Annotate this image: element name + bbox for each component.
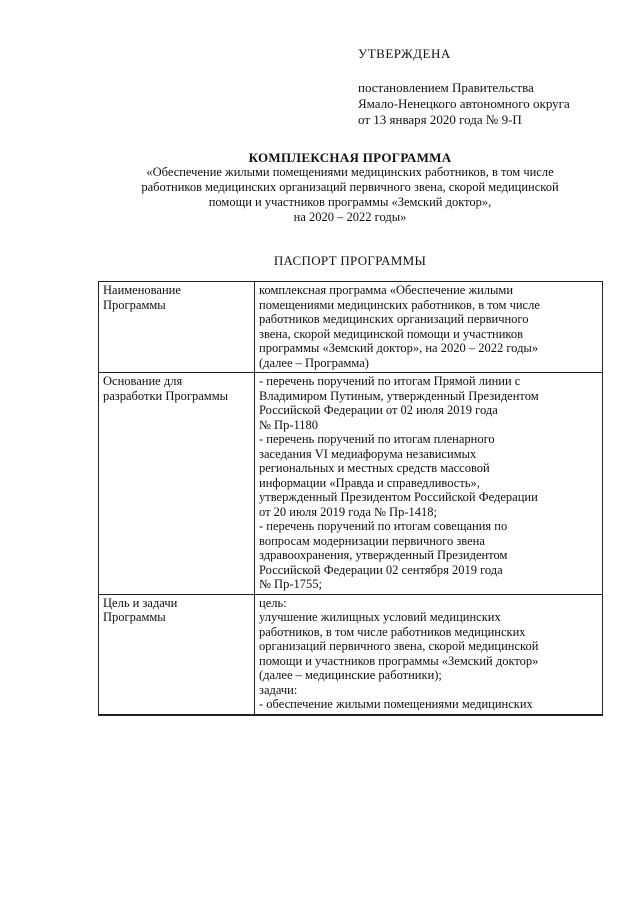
row-value-line: комплексная программа «Обеспечение жилыми: [259, 283, 514, 297]
row-name-line: Наименование: [103, 283, 181, 297]
program-title: КОМПЛЕКСНАЯ ПРОГРАММА: [248, 150, 452, 165]
row-value-cell: [255, 282, 603, 373]
row-name-line: Основание для: [103, 374, 183, 388]
program-subtitle-line: помощи и участников программы «Земский доктор»,: [208, 195, 492, 209]
row-value-line: № Пр-1755;: [259, 577, 322, 591]
table-row: [99, 594, 603, 715]
row-name-line: Цель и задачи: [103, 595, 178, 610]
row-value-line: помещениями медицинских работников, в том числе: [259, 297, 540, 312]
row-name-line: разработки Программы: [103, 388, 228, 403]
row-value-line: (далее – медицинские работники);: [259, 668, 442, 682]
row-value-line: - перечень поручений по итогам Прямой линии с: [259, 374, 521, 388]
passport-heading: ПАСПОРТ ПРОГРАММЫ: [273, 253, 427, 268]
row-name-cell: [99, 373, 255, 595]
row-value-line: от 20 июля 2019 года № Пр-1418;: [259, 504, 437, 519]
row-value-line: звена, скорой медицинской помощи и участников: [259, 326, 523, 341]
table-row: [99, 282, 603, 373]
row-value-line: задачи:: [259, 682, 298, 697]
approval-line: Ямало-Ненецкого автономного округа: [358, 96, 570, 111]
row-value-line: помощи и участников программы «Земский доктор»: [259, 653, 539, 668]
row-value-cell: [255, 373, 603, 595]
table-row: [99, 373, 603, 595]
approval-stamp: [358, 46, 570, 128]
row-value-line: - обеспечение жилыми помещениями медицинских: [259, 697, 533, 711]
row-value-line: вопросам модернизации первичного звена: [259, 533, 485, 548]
row-value-line: Российской Федерации от 02 июля 2019 года: [259, 403, 498, 417]
row-value-line: № Пр-1180: [259, 417, 319, 432]
row-value-line: информации «Правда и справедливость»,: [259, 475, 480, 490]
row-value-line: работников, в том числе работников медицинских: [259, 624, 526, 639]
row-value-line: здравоохранения, утвержденный Президентом: [259, 548, 508, 562]
program-title-block: [90, 150, 610, 225]
approval-label: УТВЕРЖДЕНА: [358, 46, 451, 61]
row-value-line: Российской Федерации 02 сентября 2019 года: [259, 562, 503, 577]
row-name-cell: [99, 282, 255, 373]
row-value-line: Владимиром Путиным, утвержденный Президентом: [259, 388, 539, 403]
row-value-line: утвержденный Президентом Российской Федерации: [259, 490, 538, 504]
row-name-line: Программы: [103, 297, 166, 312]
row-value-line: улучшение жилищных условий медицинских: [259, 610, 501, 624]
row-value-line: заседания VI медиафорума независимых: [259, 446, 477, 461]
row-value-line: организаций первичного звена, скорой медицинской: [259, 639, 539, 653]
program-subtitle-line: «Обеспечение жилыми помещениями медицинских работников, в том числе: [146, 165, 554, 179]
row-name-line: Программы: [103, 610, 166, 624]
program-subtitle-line: работников медицинских организаций первичного звена, скорой медицинской: [141, 180, 559, 194]
approval-line: постановлением Правительства: [358, 80, 534, 95]
row-name-cell: [99, 594, 255, 715]
passport-table: [98, 281, 603, 716]
row-value-line: программы «Земский доктор», на 2020 – 2022 годы»: [259, 341, 539, 355]
row-value-line: - перечень поручений по итогам пленарного: [259, 432, 495, 446]
approval-line: от 13 января 2020 года № 9-П: [358, 112, 522, 127]
row-value-line: региональных и местных средств массовой: [259, 461, 490, 475]
row-value-line: цель:: [259, 595, 287, 610]
row-value-line: (далее – Программа): [259, 355, 369, 370]
row-value-cell: [255, 594, 603, 715]
row-value-line: работников медицинских организаций первичного: [259, 312, 529, 326]
row-value-line: - перечень поручений по итогам совещания по: [259, 519, 508, 533]
program-subtitle-line: на 2020 – 2022 годы»: [293, 210, 407, 224]
